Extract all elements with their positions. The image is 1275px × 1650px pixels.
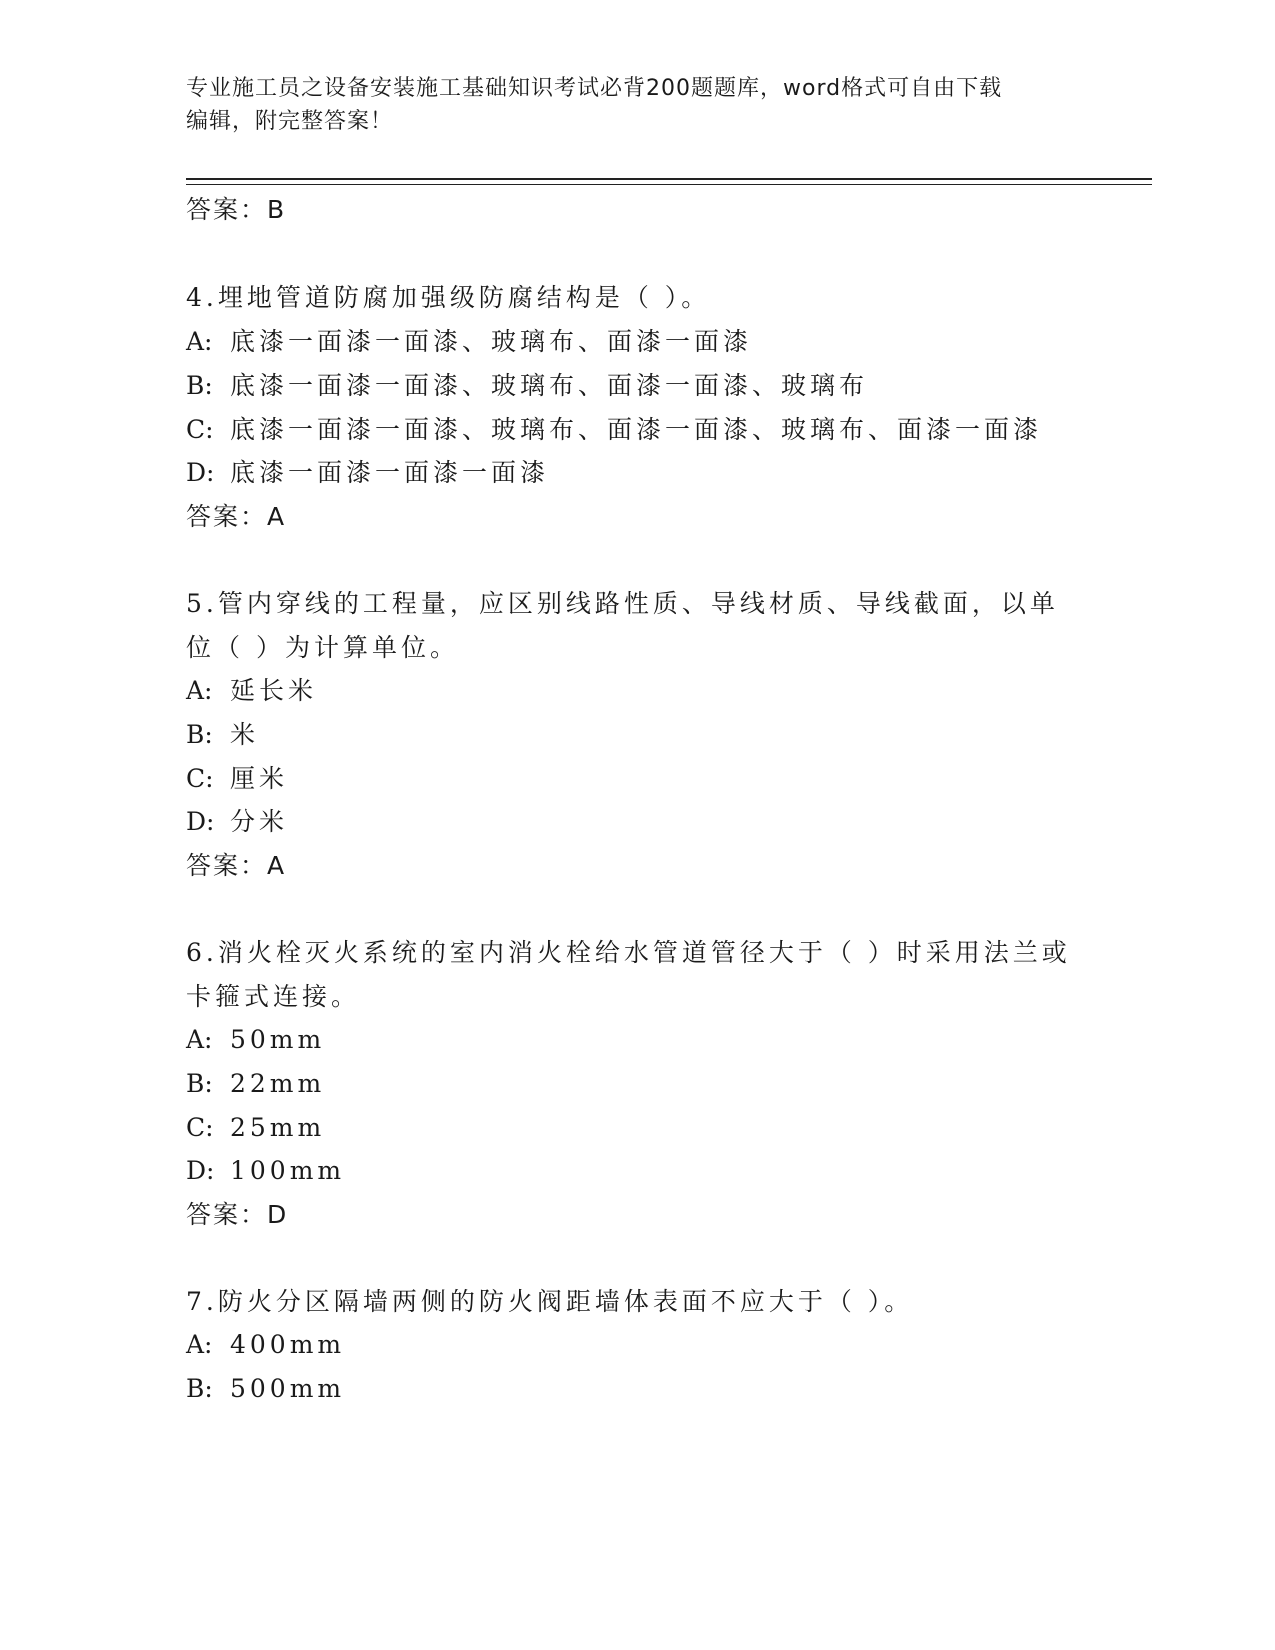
option-text: 500mm [230,1374,346,1403]
option-text: 22mm [230,1069,326,1098]
option-text: 50mm [230,1025,326,1054]
option-text: 米 [230,720,260,749]
option-text: 分米 [230,807,289,836]
option-key: B: [186,1374,213,1403]
question-5-option-b [186,715,259,755]
question-4-text: 4.埋地管道防腐加强级防腐结构是（ ）。 [186,283,711,312]
answer-line: 答案：B [186,195,287,224]
option-text: 底漆一面漆一面漆、玻璃布、面漆一面漆、玻璃布、面漆一面漆 [230,415,1043,444]
question-5-text-line-1: 5.管内穿线的工程量，应区别线路性质、导线材质、导线截面，以单 [186,589,1059,618]
option-key: C: [186,415,214,444]
option-key: A: [186,676,213,705]
question-7-text: 7.防火分区隔墙两侧的防火阀距墙体表面不应大于（ ）。 [186,1287,914,1316]
option-key: D: [186,807,215,836]
question-6-option-b [186,1064,325,1104]
question-6-option-a [186,1020,325,1060]
header-line-1: 专业施工员之设备安装施工基础知识考试必背200题题库，word格式可自由下载 [186,76,1003,101]
question-5-answer: 答案：A [186,851,287,880]
question-4-answer: 答案：A [186,502,287,531]
option-text: 延长米 [230,676,318,705]
option-text: 25mm [230,1113,326,1142]
option-key: B: [186,720,213,749]
question-6-text-line-1: 6.消火栓灭火系统的室内消火栓给水管道管径大于（ ）时采用法兰或 [186,938,1071,967]
document-header [186,72,1066,138]
option-text: 100mm [230,1156,346,1185]
question-6-text-line-2: 卡箍式连接。 [186,982,361,1011]
option-key: B: [186,371,213,400]
question-4-option-d [186,453,549,493]
question-5-option-d [186,802,288,842]
question-5-option-c [186,759,288,799]
option-text: 底漆一面漆一面漆、玻璃布、面漆一面漆、玻璃布 [230,371,869,400]
option-key: A: [186,327,213,356]
question-7-option-a [186,1325,345,1365]
option-text: 底漆一面漆一面漆、玻璃布、面漆一面漆 [230,327,753,356]
option-text: 厘米 [230,764,289,793]
header-divider-thin [186,184,1152,185]
question-4-option-c [186,410,1042,450]
question-7-option-b [186,1369,345,1409]
option-key: D: [186,1156,215,1185]
question-6-option-d [186,1151,345,1191]
question-5-text-line-2: 位（ ）为计算单位。 [186,633,459,662]
option-key: A: [186,1330,213,1359]
question-5-option-a [186,671,317,711]
question-6-answer: 答案：D [186,1200,289,1229]
option-key: B: [186,1069,213,1098]
option-key: C: [186,1113,214,1142]
question-4-option-b [186,366,868,406]
question-4-option-a [186,322,752,362]
option-key: A: [186,1025,213,1054]
header-line-2: 编辑，附完整答案！ [186,109,394,134]
header-divider-thick [186,178,1152,180]
option-text: 底漆一面漆一面漆一面漆 [230,458,550,487]
question-6-option-c [186,1108,325,1148]
option-key: D: [186,458,215,487]
option-text: 400mm [230,1330,346,1359]
option-key: C: [186,764,214,793]
